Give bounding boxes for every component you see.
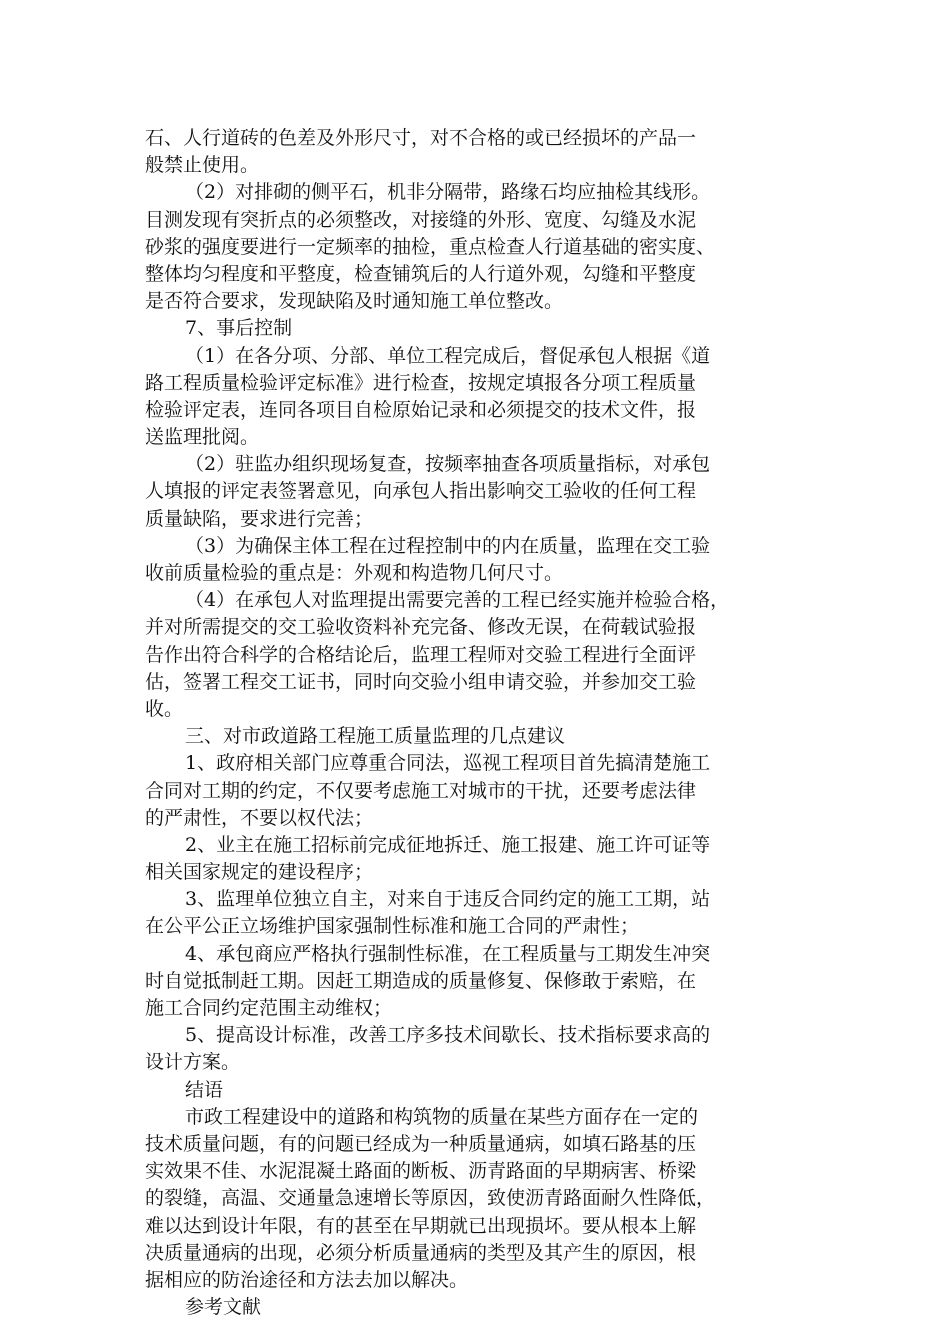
text-line: （2）对排砌的侧平石，机非分隔带，路缘石均应抽检其线形。 [185,181,711,204]
text-line: （1）在各分项、分部、单位工程完成后，督促承包人根据《道 [185,344,711,367]
text-line: （2）驻监办组织现场复查，按频率抽查各项质量指标，对承包 [185,453,711,476]
text-line: 收。 [145,697,184,720]
text-line: 目测发现有突折点的必须整改，对接缝的外形、宽度、勾缝及水泥 [145,208,697,231]
text-line: 的严肃性，不要以权代法； [145,806,374,829]
text-line: 人填报的评定表签署意见，向承包人指出影响交工验收的任何工程 [145,480,697,503]
text-line: 是否符合要求，发现缺陷及时通知施工单位整改。 [145,290,564,313]
text-line: 估，签署工程交工证书，同时向交验小组申请交验，并参加交工验 [145,670,697,693]
text-line: 据相应的防治途径和方法去加以解决。 [145,1268,469,1291]
text-line: 参考文献 [185,1296,262,1319]
text-line: 的裂缝，高温、交通量急速增长等原因，致使沥青路面耐久性降低， [145,1187,716,1210]
text-line: 检验评定表，连同各项目自检原始记录和必须提交的技术文件，报 [145,398,697,421]
text-line: 设计方案。 [145,1051,241,1074]
document-body [145,125,813,1321]
text-line: 7、事后控制 [185,317,293,340]
text-line: 告作出符合科学的合格结论后，监理工程师对交验工程进行全面评 [145,643,697,666]
text-line: 收前质量检验的重点是：外观和构造物几何尺寸。 [145,562,564,584]
text-line: 决质量通病的出现，必须分析质量通病的类型及其产生的原因，根 [145,1241,697,1264]
text-line: 质量缺陷，要求进行完善； [145,507,374,530]
text-line: 5、提高设计标准，改善工序多技术间歇长、技术指标要求高的 [185,1024,711,1047]
text-line: 三、对市政道路工程施工质量监理的几点建议 [185,725,566,748]
text-line: 路工程质量检验评定标准》进行检查，按规定填报各分项工程质量 [145,371,697,394]
text-line: 时自觉抵制赶工期。因赶工期造成的质量修复、保修敢于索赔，在 [145,969,697,992]
text-line: 并对所需提交的交工验收资料补充完备、修改无误，在荷载试验报 [145,616,697,639]
text-line: 技术质量问题，有的问题已经成为一种质量通病，如填石路基的压 [145,1132,697,1155]
text-line: 在公平公正立场维护国家强制性标准和施工合同的严肃性； [145,915,640,938]
text-line: 难以达到设计年限，有的甚至在早期就已出现损坏。要从根本上解 [145,1214,697,1237]
text-line: 2、业主在施工招标前完成征地拆迁、施工报建、施工许可证等 [185,833,711,856]
text-line: 般禁止使用。 [145,154,260,177]
text-line: 合同对工期的约定，不仅要考虑施工对城市的干扰，还要考虑法律 [145,779,697,802]
text-line: 相关国家规定的建设程序； [145,861,374,884]
text-line: 3、监理单位独立自主，对来自于违反合同约定的施工工期，站 [185,888,711,911]
text-line: 石、人行道砖的色差及外形尺寸，对不合格的或已经损坏的产品一 [145,127,697,149]
text-line: （3）为确保主体工程在过程控制中的内在质量，监理在交工验 [185,534,711,557]
text-line: 结语 [185,1078,224,1101]
text-line: （4）在承包人对监理提出需要完善的工程已经实施并检验合格， [185,589,730,612]
text-line: 4、承包商应严格执行强制性标准，在工程质量与工期发生冲突 [185,942,711,965]
text-line: 送监理批阅。 [145,426,260,449]
text-line: 施工合同约定范围主动维权； [145,997,393,1019]
text-line: 砂浆的强度要进行一定频率的抽检，重点检查人行道基础的密实度、 [145,235,716,258]
text-line: 市政工程建设中的道路和构筑物的质量在某些方面存在一定的 [185,1105,699,1128]
text-line: 实效果不佳、水泥混凝土路面的断板、沥青路面的早期病害、桥梁 [145,1160,697,1183]
text-line: 整体均匀程度和平整度，检查铺筑后的人行道外观，勾缝和平整度 [145,262,697,285]
text-line: 1、政府相关部门应尊重合同法，巡视工程项目首先搞清楚施工 [185,752,711,775]
